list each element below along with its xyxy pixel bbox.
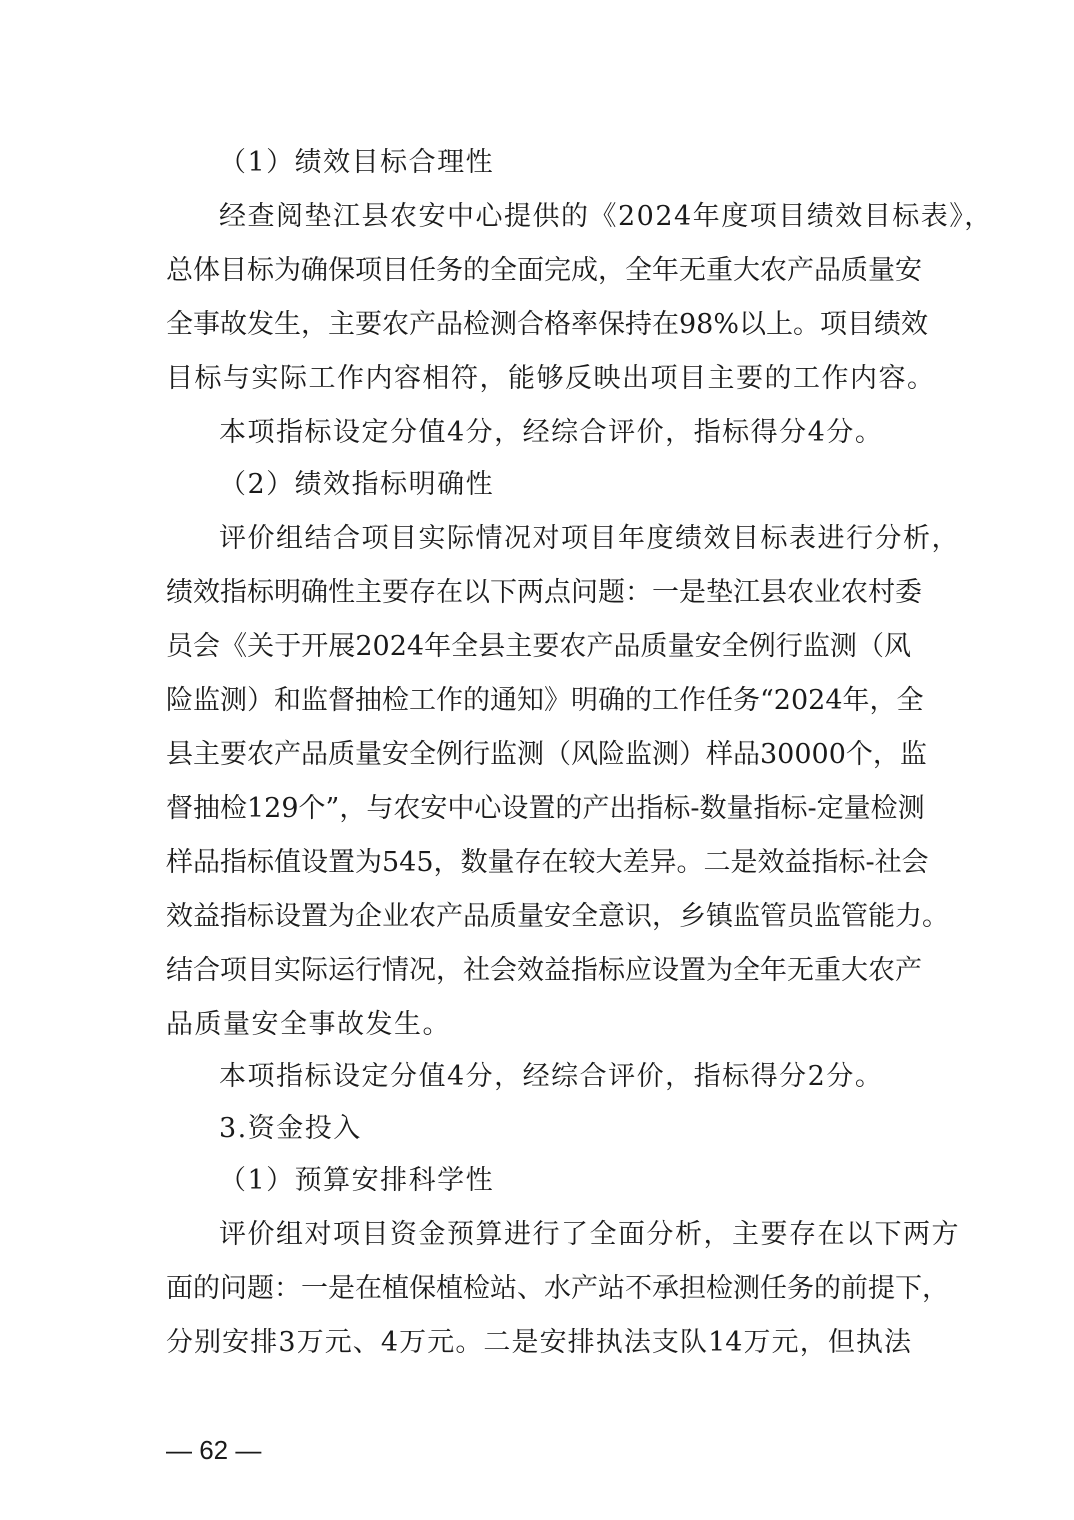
paragraph-line: 效益指标设置为企业农产品质量安全意识，乡镇监管员监管能力。 <box>166 901 949 932</box>
paragraph-line: 督抽检129个”，与农安中心设置的产出指标-数量指标-定量检测 <box>166 793 925 824</box>
paragraph-line: 评价组结合项目实际情况对项目年度绩效目标表进行分析， <box>219 523 960 554</box>
heading-indicator-clarity: （2）绩效指标明确性 <box>219 469 495 500</box>
paragraph-line: 面的问题：一是在植保植检站、水产站不承担检测任务的前提下， <box>166 1273 949 1304</box>
heading-performance-target-reasonableness: （1）绩效目标合理性 <box>219 147 495 178</box>
paragraph-line: 全事故发生，主要农产品检测合格率保持在98%以上。项目绩效 <box>166 309 929 340</box>
heading-budget-scientific: （1）预算安排科学性 <box>219 1165 495 1196</box>
paragraph-line: 评价组对项目资金预算进行了全面分析，主要存在以下两方 <box>219 1219 960 1250</box>
paragraph-line: 经查阅垫江县农安中心提供的《2024年度项目绩效目标表》， <box>219 201 993 232</box>
page-number: — 62 — <box>166 1435 262 1465</box>
paragraph-line: 样品指标值设置为545，数量存在较大差异。二是效益指标-社会 <box>166 847 929 878</box>
section-heading-funding-input: 3.资金投入 <box>219 1113 362 1144</box>
paragraph-line: 绩效指标明确性主要存在以下两点问题：一是垫江县农业农村委 <box>166 577 922 608</box>
paragraph-line: 结合项目实际运行情况，社会效益指标应设置为全年无重大农产 <box>166 955 922 986</box>
score-statement: 本项指标设定分值4分，经综合评价，指标得分2分。 <box>219 1061 884 1092</box>
paragraph-line: 分别安排3万元、4万元。二是安排执法支队14万元，但执法 <box>166 1327 911 1358</box>
paragraph-line: 品质量安全事故发生。 <box>166 1009 451 1040</box>
paragraph-line: 总体目标为确保项目任务的全面完成，全年无重大农产品质量安 <box>166 255 922 286</box>
paragraph-line: 县主要农产品质量安全例行监测（风险监测）样品30000个，监 <box>166 739 927 770</box>
paragraph-line: 员会《关于开展2024年全县主要农产品质量安全例行监测（风 <box>166 631 911 662</box>
score-statement: 本项指标设定分值4分，经综合评价，指标得分4分。 <box>219 417 884 448</box>
paragraph-line: 目标与实际工作内容相符，能够反映出项目主要的工作内容。 <box>166 363 936 394</box>
paragraph-line: 险监测）和监督抽检工作的通知》明确的工作任务“2024年，全 <box>166 685 924 716</box>
